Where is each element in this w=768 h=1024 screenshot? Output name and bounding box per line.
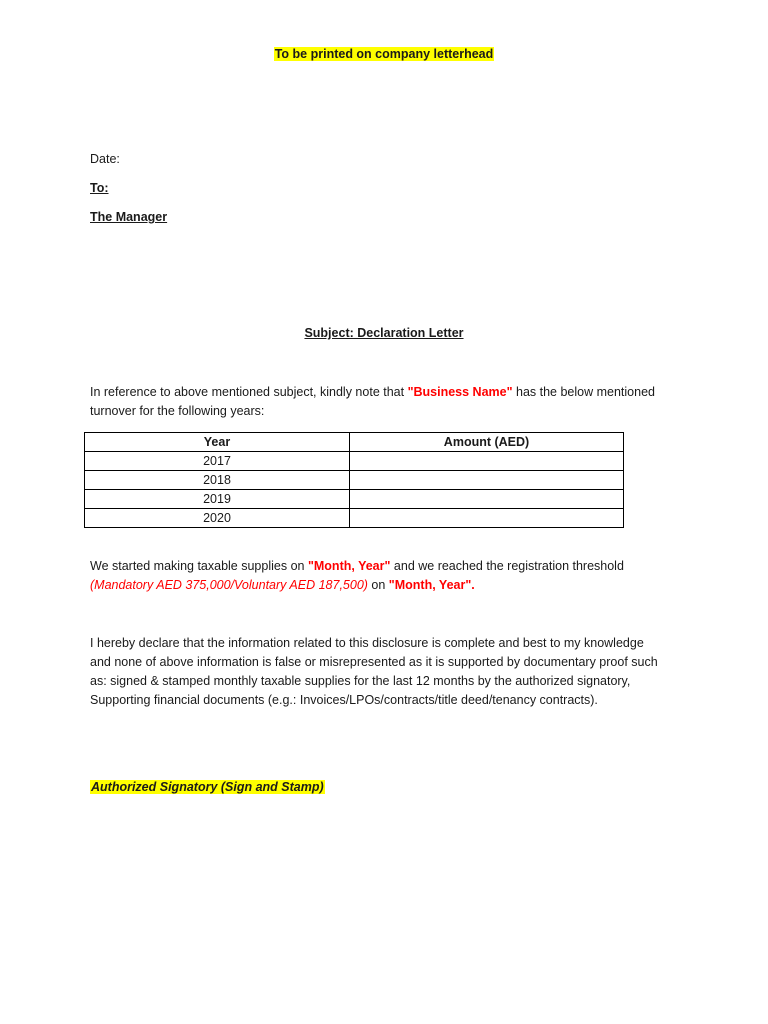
- intro-line-2: turnover for the following years:: [90, 404, 265, 418]
- declaration-line-3: as: signed & stamped monthly taxable supplies for the last 12 months by the authorized signatory,: [90, 674, 631, 688]
- declaration-line-4: Supporting financial documents (e.g.: Invoices/LPOs/contracts/title deed/tenancy contracts).: [90, 693, 598, 707]
- supplies-text-1: We started making taxable supplies on: [90, 559, 308, 573]
- table-cell-year: 2017: [85, 452, 350, 471]
- supplies-line-1: [90, 557, 624, 576]
- on-word: on: [367, 578, 389, 592]
- recipient-name: The Manager: [90, 210, 168, 224]
- business-name-placeholder: "Business Name": [407, 385, 513, 399]
- table-header-year: Year: [85, 433, 350, 452]
- supplies-line-2: [90, 576, 475, 595]
- month-year-placeholder-1: "Month, Year": [307, 559, 391, 573]
- table-cell-amount: [350, 490, 624, 509]
- declaration-line-2: and none of above information is false or misrepresented as it is supported by documentary proof such: [90, 655, 658, 669]
- intro-text-2: has the below mentioned: [512, 385, 655, 399]
- table-row: [85, 452, 624, 471]
- table-header-row: [85, 433, 624, 452]
- table-cell-amount: [350, 471, 624, 490]
- turnover-table: [84, 432, 624, 528]
- month-year-placeholder-2: "Month, Year".: [388, 578, 475, 592]
- to-label: To:: [90, 181, 109, 195]
- table-row: [85, 490, 624, 509]
- supplies-text-2: and we reached the registration threshold: [390, 559, 624, 573]
- date-label: Date:: [90, 152, 120, 166]
- declaration-line-1: I hereby declare that the information related to this disclosure is complete and best to my knowledge: [90, 636, 644, 650]
- table-cell-year: 2020: [85, 509, 350, 528]
- letterhead-note: [0, 45, 768, 64]
- table-cell-year: 2018: [85, 471, 350, 490]
- table-row: [85, 509, 624, 528]
- subject-line: [0, 324, 768, 343]
- subject-text: Subject: Declaration Letter: [304, 326, 464, 340]
- letterhead-note-text: To be printed on company letterhead: [274, 47, 494, 61]
- table-cell-year: 2019: [85, 490, 350, 509]
- signatory-block: [90, 778, 325, 797]
- table-cell-amount: [350, 452, 624, 471]
- table-row: [85, 471, 624, 490]
- table-cell-amount: [350, 509, 624, 528]
- intro-text-1: In reference to above mentioned subject, kindly note that: [90, 385, 408, 399]
- table-header-amount: Amount (AED): [350, 433, 624, 452]
- intro-line-1: [90, 383, 655, 402]
- signatory-label: Authorized Signatory (Sign and Stamp): [91, 780, 324, 794]
- threshold-text: (Mandatory AED 375,000/Voluntary AED 187,500): [90, 578, 368, 592]
